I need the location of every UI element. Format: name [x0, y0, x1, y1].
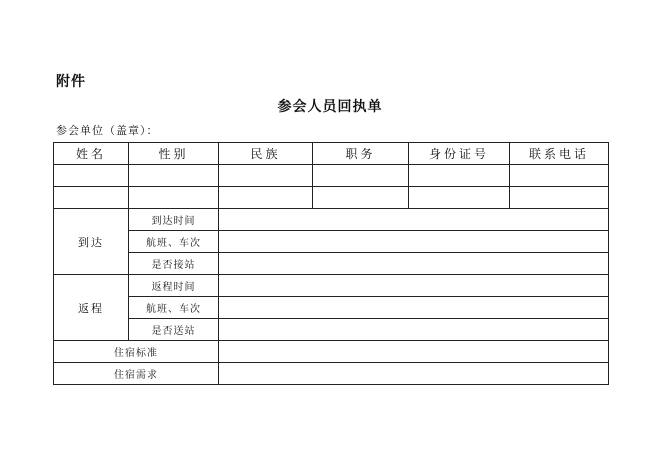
arrival-transport-label: 航班、车次 [129, 231, 219, 253]
header-ethnicity: 民族 [219, 143, 313, 165]
departure-dropoff-label: 是否送站 [129, 319, 219, 341]
arrival-pickup-field[interactable] [219, 253, 609, 275]
attachment-label: 附件 [56, 74, 86, 90]
arrival-time-field[interactable] [219, 209, 609, 231]
blank-cell[interactable] [313, 187, 409, 209]
blank-cell[interactable] [129, 187, 219, 209]
departure-transport-row [54, 297, 609, 319]
blank-cell[interactable] [409, 187, 510, 209]
accommodation-standard-row [54, 341, 609, 363]
header-name: 姓名 [54, 143, 129, 165]
arrival-transport-field[interactable] [219, 231, 609, 253]
receipt-table [53, 142, 609, 385]
table-row [54, 165, 609, 187]
blank-cell[interactable] [219, 187, 313, 209]
accommodation-standard-field[interactable] [219, 341, 609, 363]
departure-time-field[interactable] [219, 275, 609, 297]
departure-dropoff-row [54, 319, 609, 341]
accommodation-needs-field[interactable] [219, 363, 609, 385]
arrival-pickup-label: 是否接站 [129, 253, 219, 275]
accommodation-needs-label: 住宿需求 [54, 363, 219, 385]
departure-transport-label: 航班、车次 [129, 297, 219, 319]
blank-cell[interactable] [510, 187, 609, 209]
blank-cell[interactable] [219, 165, 313, 187]
arrival-time-label: 到达时间 [129, 209, 219, 231]
arrival-pickup-row [54, 253, 609, 275]
header-gender: 性别 [129, 143, 219, 165]
form-title: 参会人员回执单 [277, 99, 383, 115]
unit-label: 参会单位（盖章）： [56, 124, 159, 137]
arrival-label: 到达 [54, 209, 129, 275]
departure-time-row [54, 275, 609, 297]
header-phone: 联系电话 [510, 143, 609, 165]
blank-cell[interactable] [313, 165, 409, 187]
header-row [54, 143, 609, 165]
accommodation-needs-row [54, 363, 609, 385]
header-position: 职务 [313, 143, 409, 165]
blank-cell[interactable] [510, 165, 609, 187]
blank-cell[interactable] [54, 165, 129, 187]
blank-cell[interactable] [409, 165, 510, 187]
departure-time-label: 返程时间 [129, 275, 219, 297]
departure-dropoff-field[interactable] [219, 319, 609, 341]
arrival-time-row [54, 209, 609, 231]
departure-transport-field[interactable] [219, 297, 609, 319]
header-id-number: 身份证号 [409, 143, 510, 165]
accommodation-standard-label: 住宿标准 [54, 341, 219, 363]
blank-cell[interactable] [129, 165, 219, 187]
arrival-transport-row [54, 231, 609, 253]
blank-cell[interactable] [54, 187, 129, 209]
table-row [54, 187, 609, 209]
departure-label: 返程 [54, 275, 129, 341]
